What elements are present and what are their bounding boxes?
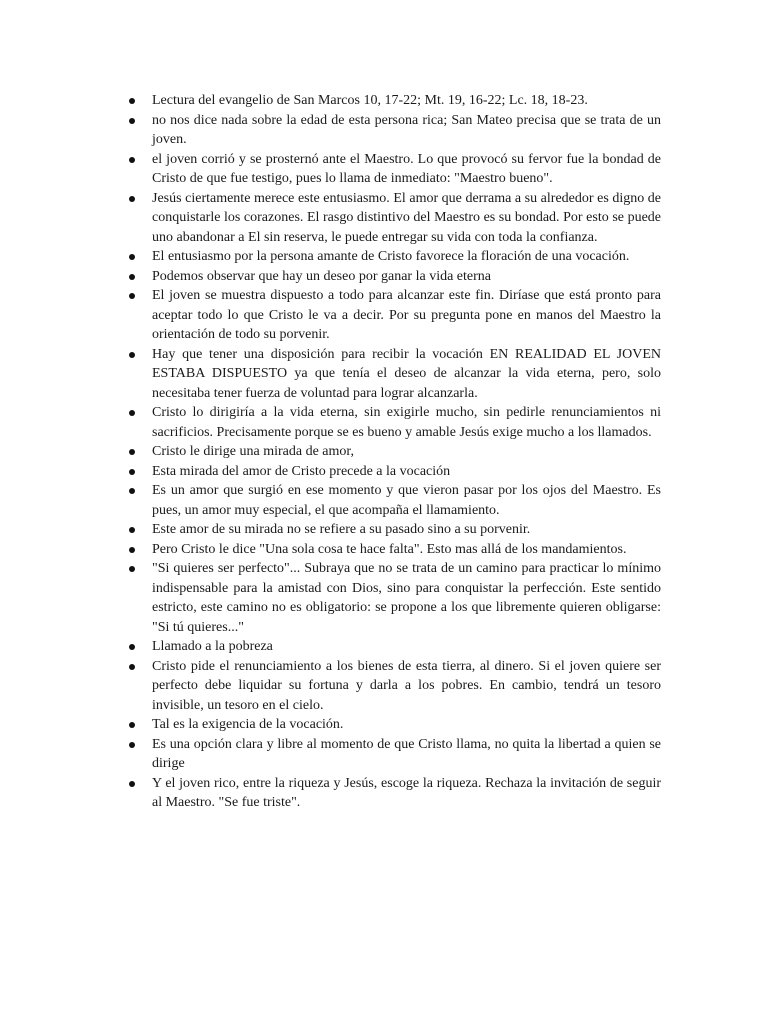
bullet-icon [129, 664, 135, 670]
bullet-icon [129, 98, 135, 104]
list-item-text: Podemos observar que hay un deseo por ganar la vida eterna [152, 268, 491, 284]
bullet-icon [129, 566, 135, 572]
list-item-text: Es una opción clara y libre al momento de que Cristo llama, no quita la libertad a quien se dirige [152, 736, 661, 771]
bullet-icon [129, 742, 135, 748]
list-item [126, 657, 661, 716]
bullet-list [126, 91, 661, 813]
list-item [126, 150, 661, 189]
list-item-text: el joven corrió y se prosternó ante el Maestro. Lo que provocó su fervor fue la bondad de Cristo de que fue testigo, pues lo llama de inmediato: "Maestro bueno". [152, 151, 661, 186]
bullet-icon [129, 118, 135, 124]
list-item [126, 442, 661, 462]
list-item-text: no nos dice nada sobre la edad de esta persona rica; San Mateo precisa que se trata de un joven. [152, 112, 661, 147]
list-item [126, 520, 661, 540]
list-item-text: El entusiasmo por la persona amante de Cristo favorece la floración de una vocación. [152, 249, 630, 264]
bullet-icon [129, 449, 135, 455]
list-item [126, 735, 661, 774]
list-item-text: Y el joven rico, entre la riqueza y Jesús, escoge la riqueza. Rechaza la invitación de seguir al Maestro. "Se fue triste". [152, 775, 661, 810]
list-item [126, 715, 661, 735]
list-item [126, 91, 661, 111]
list-item [126, 540, 661, 560]
bullet-icon [129, 488, 135, 494]
list-item [126, 345, 661, 404]
bullet-icon [129, 352, 135, 358]
list-item [126, 247, 661, 267]
bullet-icon [129, 196, 135, 202]
bullet-icon [129, 527, 135, 533]
bullet-icon [129, 293, 135, 299]
list-item [126, 462, 661, 482]
list-item-text: Lectura del evangelio de San Marcos 10, 17-22; Mt. 19, 16-22; Lc. 18, 18-23. [152, 93, 588, 108]
list-item [126, 111, 661, 150]
list-item-text: Pero Cristo le dice "Una sola cosa te hace falta". Esto mas allá de los mandamientos. [152, 541, 627, 557]
list-item-text: El joven se muestra dispuesto a todo para alcanzar este fin. Diríase que está pronto para aceptar todo lo que Cristo le va a decir. Por su pregunta pone en manos del Maestro la orientación de todo su porvenir. [152, 288, 661, 342]
list-item-text: "Si quieres ser perfecto"... Subraya que no se trata de un camino para practicar lo mínimo indispensable para la amistad con Dios, sino para conquistar la perfección. Este sentido estricto, este camino no es obligatorio: se propone a los que libremente quieren obligarse: "Si tú quieres..." [152, 561, 661, 635]
bullet-icon [129, 157, 135, 163]
list-item [126, 189, 661, 248]
list-item [126, 481, 661, 520]
list-item-text: Cristo pide el renunciamiento a los bienes de esta tierra, al dinero. Si el joven quiere ser perfecto debe liquidar su fortuna y darla a los pobres. En cambio, tendrá un tesoro invisible, un tesoro en el cielo. [152, 658, 661, 713]
bullet-icon [129, 781, 135, 787]
list-item-text: Tal es la exigencia de la vocación. [152, 717, 344, 732]
list-item [126, 286, 661, 345]
list-item [126, 637, 661, 657]
bullet-icon [129, 274, 135, 280]
list-item-text: Esta mirada del amor de Cristo precede a la vocación [152, 463, 451, 479]
list-item-text: Jesús ciertamente merece este entusiasmo. El amor que derrama a su alrededor es digno de conquistarle los corazones. El rasgo distintivo del Maestro es su bondad. Por esto se puede uno abandonar a El sin reserva, le puede entregar su vida con toda la confianza. [152, 190, 661, 245]
list-item-text: Llamado a la pobreza [152, 639, 273, 654]
list-item [126, 267, 661, 287]
list-item [126, 774, 661, 813]
bullet-icon [129, 254, 135, 260]
bullet-icon [129, 469, 135, 475]
bullet-icon [129, 644, 135, 650]
bullet-icon [129, 722, 135, 728]
list-item-text: Este amor de su mirada no se refiere a su pasado sino a su porvenir. [152, 522, 531, 537]
bullet-icon [129, 410, 135, 416]
list-item-text: Cristo lo dirigiría a la vida eterna, sin exigirle mucho, sin pedirle renunciamientos ni sacrificios. Precisamente porque se es bueno y amable Jesús exige mucho a los llamados. [152, 405, 661, 440]
list-item-text: Es un amor que surgió en ese momento y que vieron pasar por los ojos del Maestro. Es pues, un amor muy especial, el que acompaña el llamamiento. [152, 483, 661, 518]
list-item-text: Cristo le dirige una mirada de amor, [152, 444, 354, 459]
list-item [126, 559, 661, 637]
bullet-icon [129, 547, 135, 553]
list-item-text: Hay que tener una disposición para recibir la vocación EN REALIDAD EL JOVEN ESTABA DISPUESTO ya que tenía el deseo de alcanzar la vida eterna, pero, solo necesitaba tener fuerza de voluntad para lograr alcanzarla. [152, 346, 661, 401]
list-item [126, 403, 661, 442]
